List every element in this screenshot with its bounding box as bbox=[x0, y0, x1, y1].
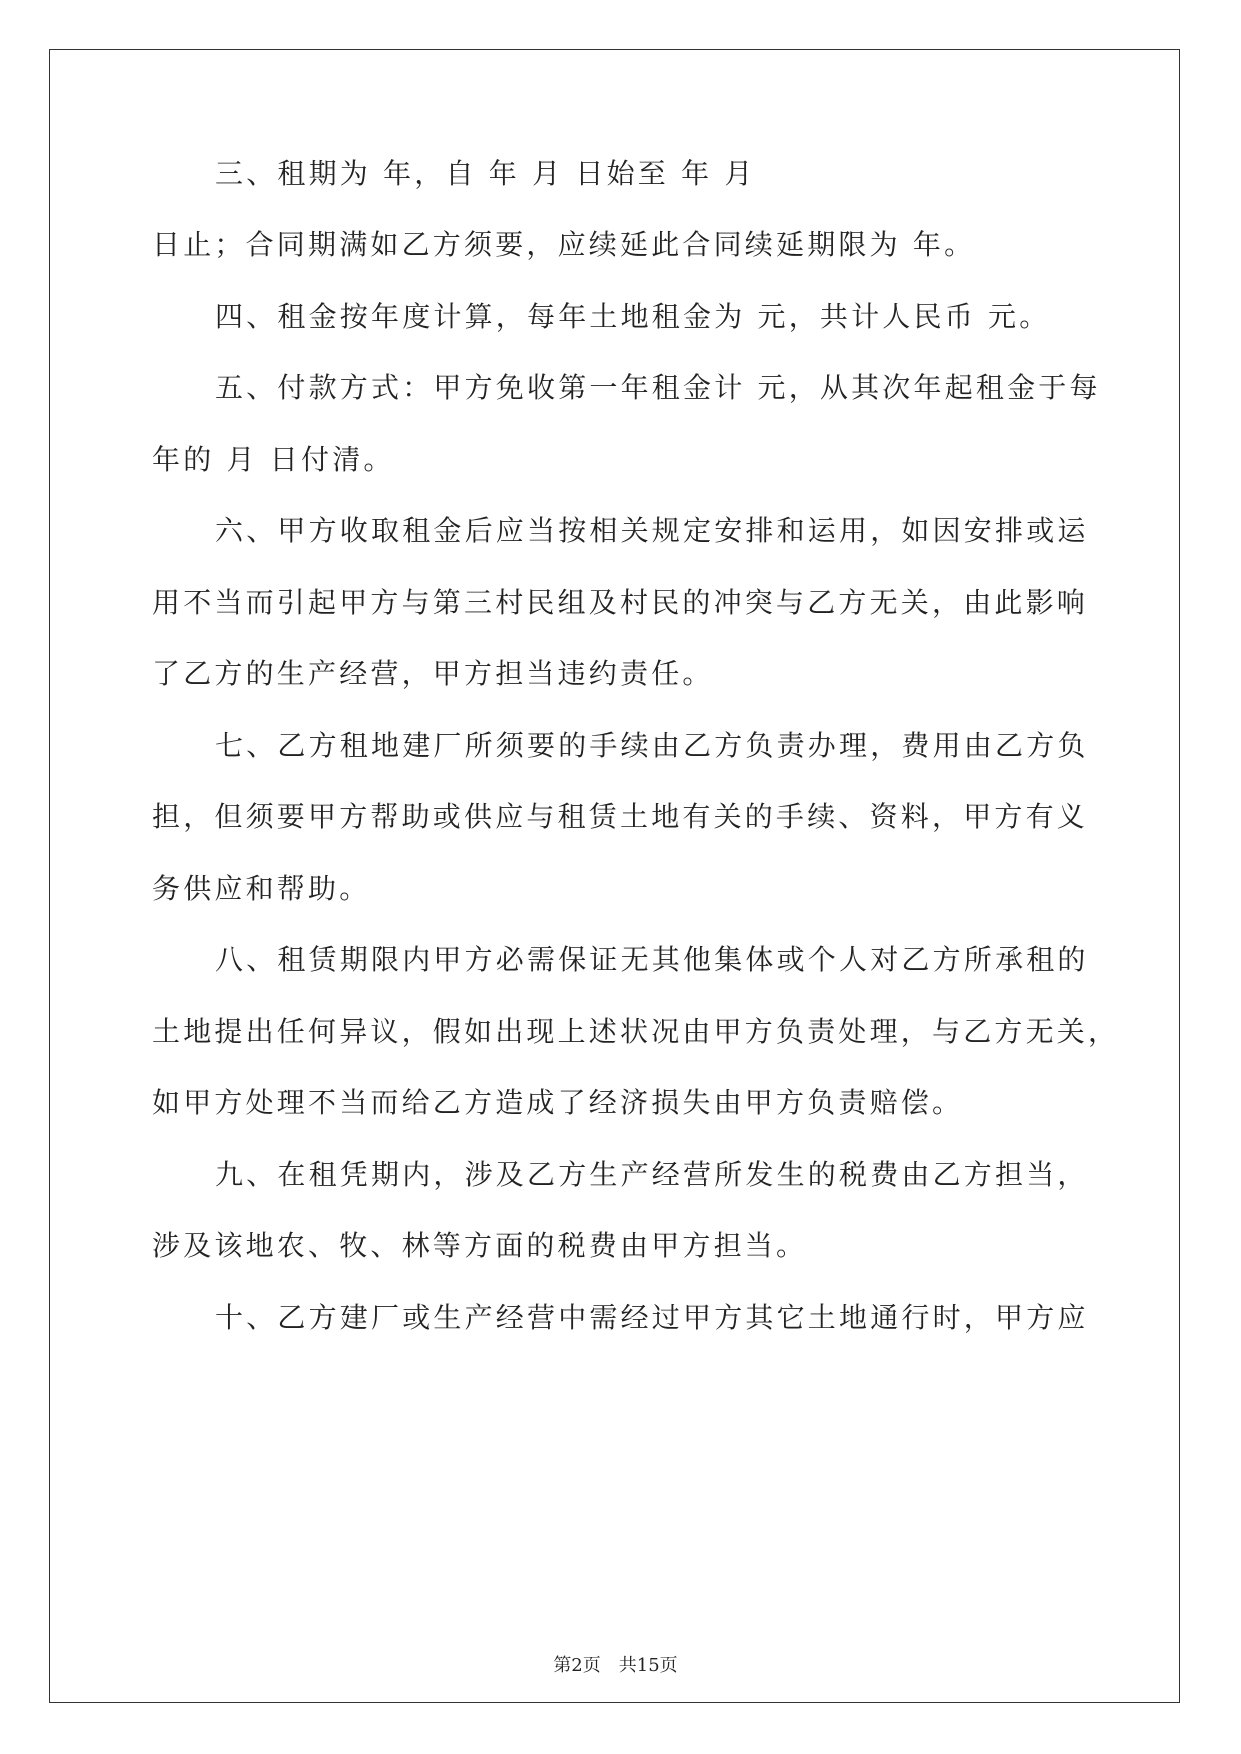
page-frame bbox=[49, 49, 1180, 1703]
text-line: 务供应和帮助。 bbox=[152, 872, 371, 905]
text-line: 五、付款方式：甲方免收第一年租金计 元，从其次年起租金于每 bbox=[215, 371, 1101, 404]
text-line: 七、乙方租地建厂所须要的手续由乙方负责办理，费用由乙方负 bbox=[215, 729, 1089, 762]
text-line: 六、甲方收取租金后应当按相关规定安排和运用，如因安排或运 bbox=[215, 514, 1089, 547]
text-line: 了乙方的生产经营，甲方担当违约责任。 bbox=[152, 657, 714, 690]
text-line: 八、租赁期限内甲方必需保证无其他集体或个人对乙方所承租的 bbox=[215, 943, 1089, 976]
text-line: 土地提出任何异议，假如出现上述状况由甲方负责处理，与乙方无关， bbox=[152, 1015, 1120, 1048]
text-line: 四、租金按年度计算，每年土地租金为 元，共计人民币 元。 bbox=[215, 300, 1051, 333]
text-line: 三、租期为 年，自 年 月 日始至 年 月 bbox=[215, 157, 756, 190]
text-line: 涉及该地农、牧、林等方面的税费由甲方担当。 bbox=[152, 1229, 808, 1262]
page-footer bbox=[50, 1654, 1181, 1678]
text-line: 年的 月 日付清。 bbox=[152, 443, 395, 476]
text-line: 十、乙方建厂或生产经营中需经过甲方其它土地通行时，甲方应 bbox=[215, 1301, 1089, 1334]
text-line: 用不当而引起甲方与第三村民组及村民的冲突与乙方无关，由此影响 bbox=[152, 586, 1089, 619]
text-line: 日止；合同期满如乙方须要，应续延此合同续延期限为 年。 bbox=[152, 228, 976, 261]
page-number-total: 共15页 bbox=[618, 1655, 678, 1676]
text-line: 九、在租凭期内，涉及乙方生产经营所发生的税费由乙方担当， bbox=[215, 1158, 1089, 1191]
page-number-current: 第2页 bbox=[553, 1655, 601, 1676]
text-line: 担，但须要甲方帮助或供应与租赁土地有关的手续、资料，甲方有义 bbox=[152, 800, 1089, 833]
text-line: 如甲方处理不当而给乙方造成了经济损失由甲方负责赔偿。 bbox=[152, 1086, 964, 1119]
